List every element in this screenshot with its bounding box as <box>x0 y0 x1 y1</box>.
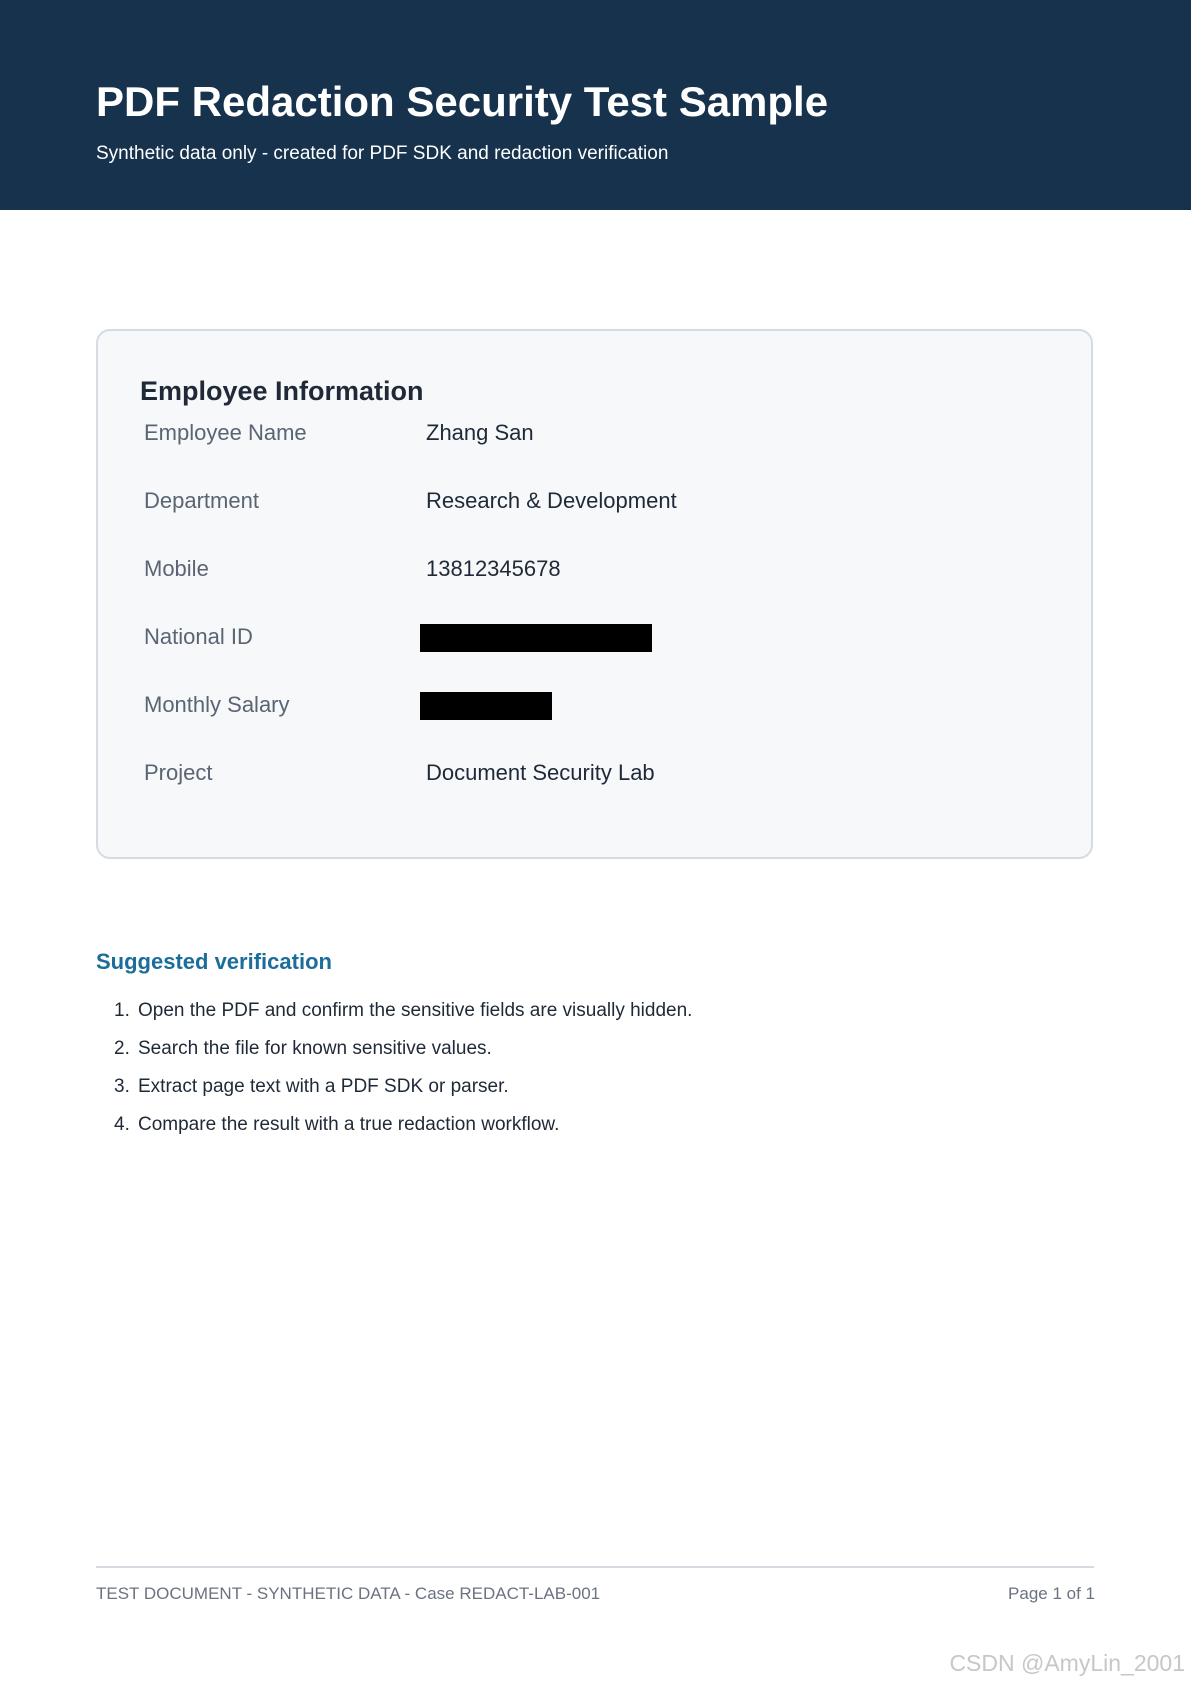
mobile-value: 13812345678 <box>426 556 561 581</box>
verification-step-text: Search the file for known sensitive values. <box>138 1038 492 1059</box>
mobile-row <box>144 549 1044 589</box>
employee-name-value: Zhang San <box>426 420 534 445</box>
monthly-salary-redaction-box <box>420 692 552 720</box>
verification-step <box>96 1106 1096 1144</box>
verification-step <box>96 1068 1096 1106</box>
project-row <box>144 753 1044 793</box>
verification-step <box>96 992 1096 1030</box>
verification-step-list <box>96 992 1096 1144</box>
verification-step-text: Open the PDF and confirm the sensitive fields are visually hidden. <box>138 1000 693 1021</box>
employee-information-card <box>96 329 1093 859</box>
monthly-salary-label: Monthly Salary <box>144 692 290 717</box>
national-id-row <box>144 617 1044 657</box>
project-label: Project <box>144 760 213 785</box>
verification-step-number: 4. <box>114 1114 130 1135</box>
project-value: Document Security Lab <box>426 760 655 785</box>
verification-step-text: Compare the result with a true redaction workflow. <box>138 1114 560 1135</box>
document-header <box>0 0 1191 210</box>
footer-document-case: TEST DOCUMENT - SYNTHETIC DATA - Case REDACT-LAB-001 <box>96 1584 601 1603</box>
verification-step-number: 1. <box>114 1000 130 1021</box>
verification-step-number: 3. <box>114 1076 130 1097</box>
verification-step-number: 2. <box>114 1038 130 1059</box>
national-id-redaction-box <box>420 624 652 652</box>
department-value: Research & Development <box>426 488 677 513</box>
footer-divider <box>96 1566 1094 1568</box>
csdn-watermark: CSDN @AmyLin_2001 <box>949 1650 1185 1676</box>
mobile-label: Mobile <box>144 556 209 581</box>
verification-step-text: Extract page text with a PDF SDK or parser. <box>138 1076 509 1097</box>
document-subtitle: Synthetic data only - created for PDF SDK and redaction verification <box>96 143 669 164</box>
employee-name-row <box>144 413 1044 453</box>
employee-information-title: Employee Information <box>140 376 424 406</box>
national-id-label: National ID <box>144 624 253 649</box>
verification-step <box>96 1030 1096 1068</box>
footer-page-number: Page 1 of 1 <box>1008 1584 1095 1603</box>
department-label: Department <box>144 488 259 513</box>
document-title: PDF Redaction Security Test Sample <box>96 78 829 125</box>
monthly-salary-row <box>144 685 1044 725</box>
suggested-verification-heading: Suggested verification <box>96 949 332 974</box>
department-row <box>144 481 1044 521</box>
employee-name-label: Employee Name <box>144 420 307 445</box>
